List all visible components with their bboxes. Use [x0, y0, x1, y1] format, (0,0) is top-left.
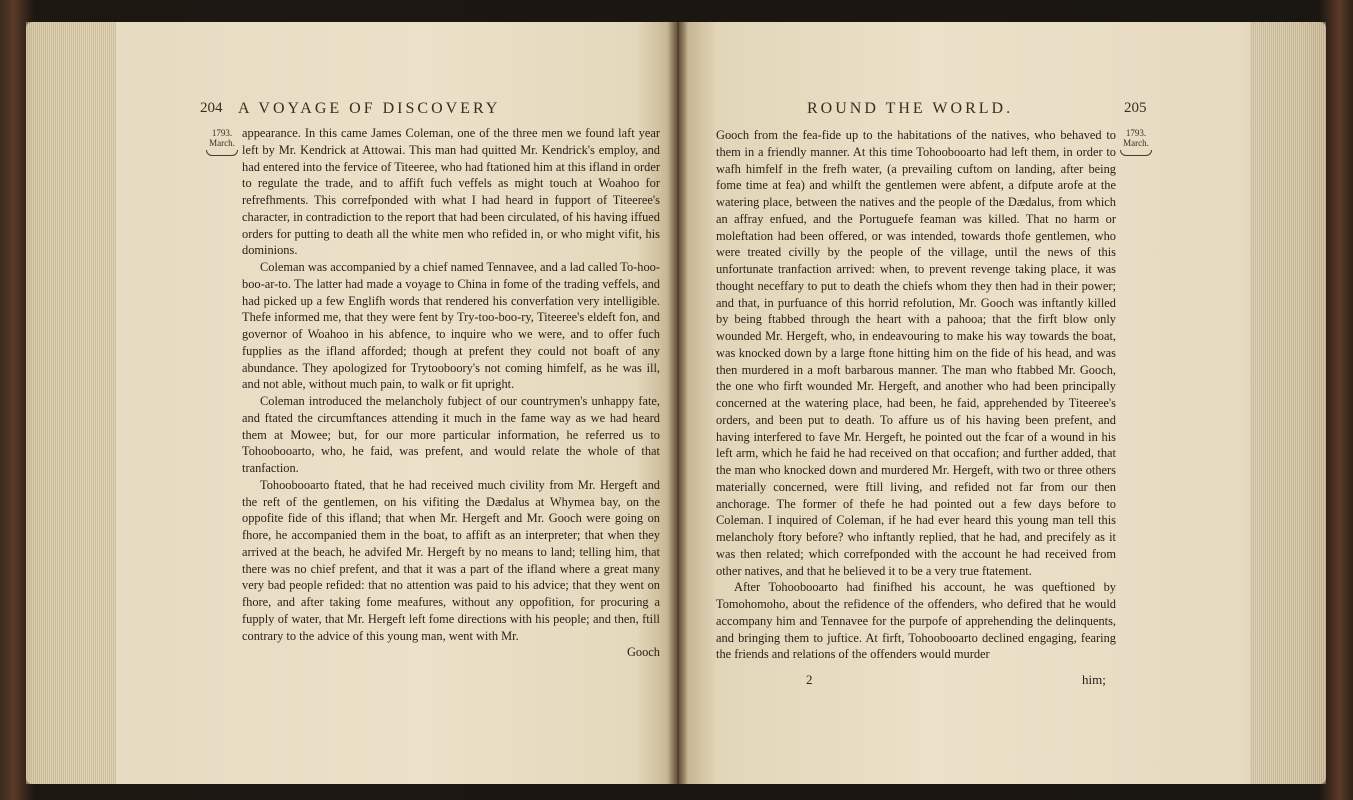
paragraph: Gooch from the fea-fide up to the habitations of the natives, who behaved to them in a friendly manner. At this time Tohoobooarto had left them, in order to wafh himfelf in the frefh water, (a prevailing cuftom on landing, after being fome time at fea) and whilft the gentlemen were abfent, a difpute arofe at the watering place, between the natives and the people of the Dædalus, from which an affray enfued, and the Portuguefe feaman was killed. That no harm or moleftation had been offered, or was intended, towards thofe gentlemen, who were treated civilly by the people of the village, until the news of this unfortunate tranfaction arrived: when, to prevent revenge taking place, it was thought neceffary to put to death the chiefs whom they then had in their power; and that, in purfuance of this horrid refolution, Mr. Gooch was inftantly killed by being ftabbed through the heart with a pahooa; that the firft blow only wounded Mr. Hergeft, who, in endeavouring to make his way towards the boat, was knocked down by a large ftone hitting him on the fide of his head, and was then murdered in a moft barbarous manner. The man who ftabbed Mr. Gooch, the one who firft wounded Mr. Hergeft, and another who had been principally concerned at the watering place, had been, he faid, apprehended by Titeeree's orders, and been put to death. To affure us of his having been prefent, and having interfered to fave Mr. Hergeft, he pointed out the fcar of a wound in his left arm, which he faid he had received on that occafion; and further added, that the man who knocked down and murdered Mr. Hergeft, with two or three others materially concerned, were ftill living, and refided not far from our then anchorage. The former of thefe he had pointed out a few days before to Coleman. I inquired of Coleman, if he had ever heard this young man tell this melancholy ftory before? who inftantly replied, that he had, and precifely as it was then related; which correfponded with the account he had received from other natives, and that he believed it to be a very true ftatement.: [716, 128, 1116, 578]
paragraph: Coleman was accompanied by a chief named Tennavee, and a lad called To-hoo-boo-ar-to. The latter had made a voyage to China in fome of the trading veffels, and had picked up a few Englifh words that rendered his converfation very intelligible. Thefe informed me, that they were fent by Try-too-boo-ry, Titeeree's eldeft fon, and governor of Woahoo in his abfence, to inquire who we were, and to offer fuch fupplies as the ifland afforded; though at prefent they could not boaft of any abundance. They apologized for Trytooboory's not coming himfelf, as he was ill, and not able, without much pain, to walk or fit upright.: [242, 260, 660, 392]
left-page: [26, 22, 678, 784]
signature-mark: 2: [806, 672, 813, 687]
margin-year: 1793.: [211, 128, 233, 138]
margin-month: March.: [209, 138, 235, 148]
right-body-text: [716, 127, 1116, 663]
margin-date-right: [1120, 128, 1152, 156]
paragraph: appearance. In this came James Coleman, one of the three men we found laft year left by Mr. Kendrick at Attowai. This man had quitted Mr. Kendrick's employ, and had entered into the fervice of Titeeree, who had ftationed him at this ifland in order to regulate the trade, and to affift fuch veffels as might touch at Woahoo for refrefhments. This correfponded with what I had heard in fupport of Titeeree's character, in contradiction to the report that had been circulated, of his having iffued orders for putting to death all the white men who refided in, or who might vifit, his dominions.: [242, 126, 660, 258]
paragraph: After Tohoobooarto had finifhed his account, he was queftioned by Tomohomoho, about the refidence of the offenders, who defired that he would accompany him and Tennavee for the purpofe of apprehending the delinquents, and bringing them to juftice. At firft, Tohoobooarto declined engaging, fearing the friends and relations of the offenders would murder: [716, 580, 1116, 662]
running-head-right: ROUND THE WORLD.: [807, 100, 1014, 117]
page-number-right: 205: [1124, 100, 1147, 116]
running-head-left: A VOYAGE OF DISCOVERY: [238, 100, 501, 117]
paragraph: Tohoobooarto ftated, that he had received much civility from Mr. Hergeft and the reft of the gentlemen, on his vifiting the Dædalus at Whymea bay, on the oppofite fide of this ifland; that when Mr. Hergeft and Mr. Gooch were going on fhore, he accompanied them in the boat, to affift as an interpreter; that when they arrived at the beach, he advifed Mr. Hergeft by no means to land; telling him, that there was no chief prefent, and that it was a part of the ifland where a great many very bad people refided: that no attention was paid to his advice; that they went on fhore, and after taking fome meafures, without any oppofition, for procuring a fupply of water, that Mr. Hergeft left fome directions with his people; and then, ftill contrary to the advice of this young man, went with Mr.: [242, 477, 660, 643]
right-page: [678, 22, 1326, 784]
page-number-left: 204: [200, 100, 223, 116]
page-edges-left: [26, 22, 116, 784]
margin-month: March.: [1123, 138, 1149, 148]
margin-year: 1793.: [1125, 128, 1147, 138]
margin-brace: [206, 150, 238, 156]
left-body-text: [242, 125, 660, 661]
catchword-left: Gooch: [626, 645, 660, 660]
catchword-right: him;: [1082, 672, 1106, 687]
paragraph: Coleman introduced the melancholy fubject of our countrymen's unhappy fate, and ftated the circumftances attending it much in the fame way as we had heard them at Mowee; but, for our more particular information, he referred us to Tohoobooarto, who, he faid, was prefent, and would relate the whole of that tranfaction.: [242, 394, 660, 475]
margin-brace: [1120, 150, 1152, 156]
page-edges-right: [1250, 22, 1326, 784]
margin-date-left: [206, 128, 238, 156]
book-gutter: [668, 22, 688, 784]
